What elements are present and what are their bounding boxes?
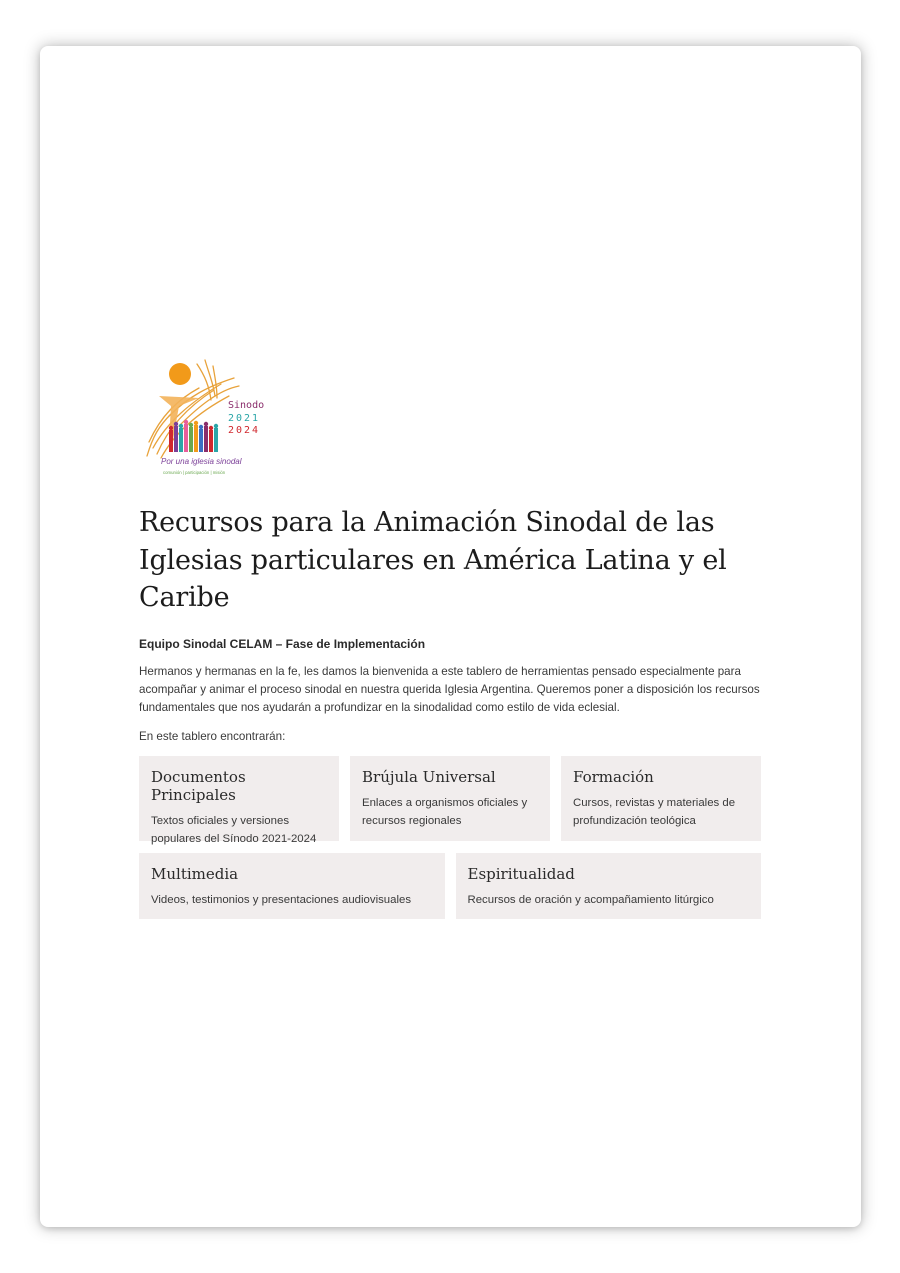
logo-motto: comunión | participación | misión [163, 470, 226, 475]
document-page [40, 46, 861, 1227]
intro-paragraph: Hermanos y hermanas en la fe, les damos la bienvenida a este tablero de herramientas pensado especialmente para acompañar y animar el proceso sinodal en nuestra querida Iglesia Argentina. Queremos poner a disposición los recursos fundamentales que nos ayudarán a profundizar en la sinodalidad como estilo de vida eclesial. [139, 664, 760, 714]
card-multimedia[interactable] [139, 853, 445, 919]
card-description: Textos oficiales y versiones populares del Sínodo 2021-2024 [151, 814, 317, 845]
page-title: Recursos para la Animación Sinodal de las Iglesias particulares en América Latina y el Caribe [139, 507, 727, 613]
card-description: Recursos de oración y acompañamiento litúrgico [467, 893, 714, 906]
card-title: Formación [573, 767, 654, 786]
card-brujula-universal[interactable] [350, 756, 550, 841]
sinodo-logo [139, 356, 279, 480]
card-espiritualidad[interactable] [456, 853, 762, 919]
logo-tagline: Por una iglesia sinodal [161, 457, 242, 466]
lead-text: En este tablero encontrarán: [139, 729, 286, 743]
card-description: Videos, testimonios y presentaciones audiovisuales [151, 893, 412, 906]
card-description: Cursos, revistas y materiales de profundización teológica [573, 796, 736, 827]
cards-row-2 [139, 853, 761, 919]
logo-year-2024: 2024 [228, 425, 261, 436]
card-documentos-principales[interactable] [139, 756, 339, 845]
logo-year-2021: 2021 [228, 413, 261, 424]
cards-row-1 [139, 756, 761, 845]
card-title: Multimedia [151, 864, 239, 883]
card-formacion[interactable] [561, 756, 761, 841]
card-title: Brújula Universal [362, 767, 496, 786]
card-description: Enlaces a organismos oficiales y recursos regionales [362, 796, 528, 827]
content [139, 356, 761, 919]
logo-wordmark: Sinodo [228, 400, 265, 411]
card-title: Espiritualidad [467, 864, 575, 883]
page-subtitle: Equipo Sinodal CELAM – Fase de Implementación [139, 636, 426, 651]
card-title: Documentos Principales [151, 767, 246, 804]
